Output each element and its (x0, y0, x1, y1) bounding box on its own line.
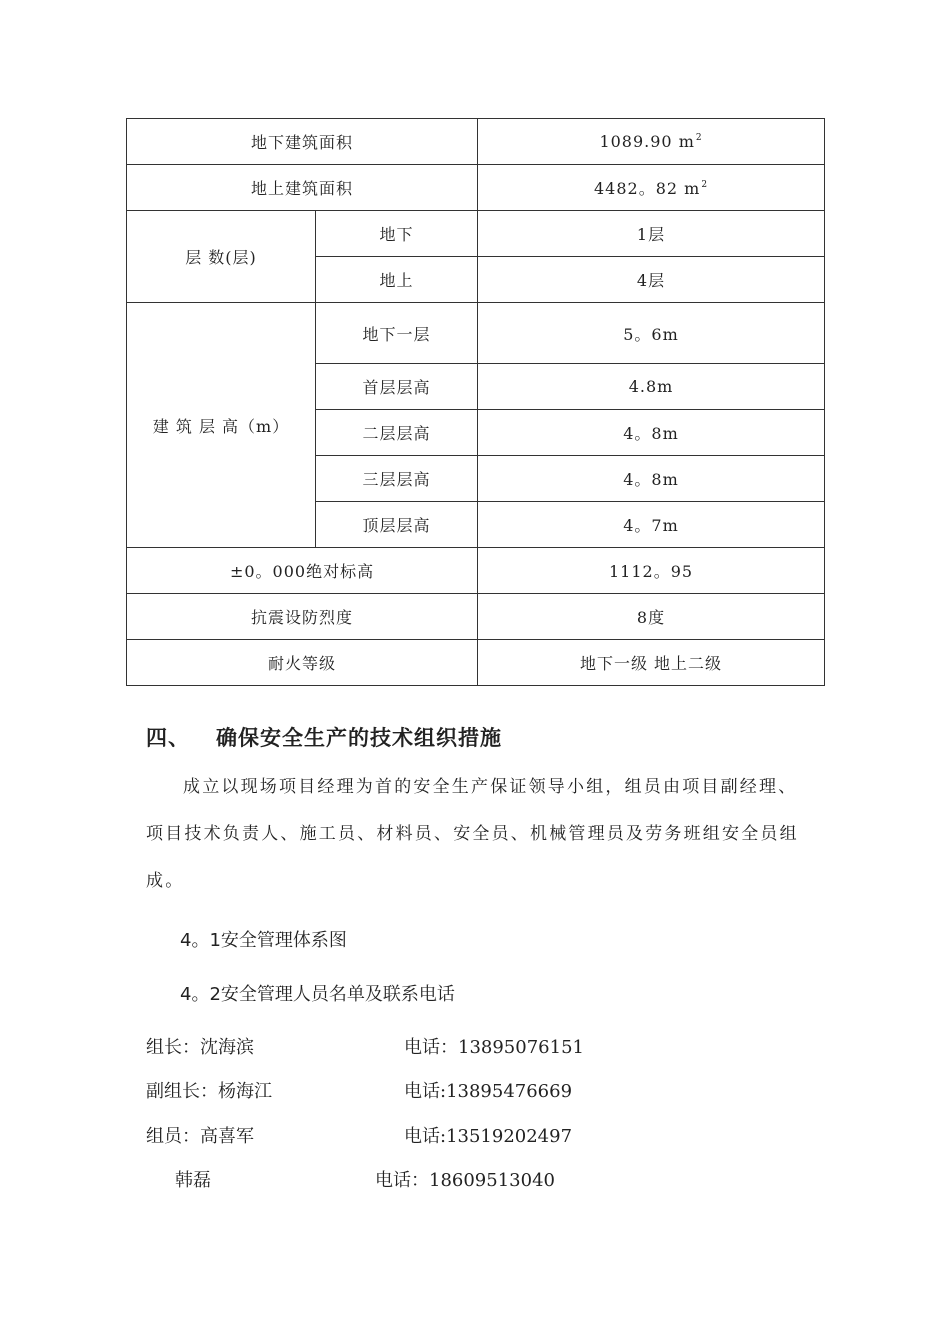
height-value: 4。7m (478, 502, 825, 548)
floors-value: 1层 (478, 211, 825, 257)
building-spec-table (126, 118, 825, 686)
floors-sub-label: 地上 (316, 257, 478, 303)
seismic-label: 抗震设防烈度 (127, 594, 478, 640)
section-number: 四、 (146, 726, 190, 750)
elevation-value: 1112。95 (478, 548, 825, 594)
contact-name: 组长：沈海滨 (146, 1037, 254, 1058)
contact-phone: 电话：18609513040 (375, 1170, 555, 1191)
underground-area-label: 地下建筑面积 (127, 119, 478, 165)
table-row (127, 165, 825, 211)
fire-rating-value: 地下一级 地上二级 (478, 640, 825, 686)
paragraph-text: 成立以现场项目经理为首的安全生产保证领导小组，组员由项目副经理、项目技术负责人、施工员、材料员、安全员、机械管理员及劳务班组安全员组成。 (146, 777, 799, 891)
heights-label: 建 筑 层 高（m） (127, 303, 316, 548)
contact-name: 副组长：杨海江 (146, 1081, 272, 1102)
elevation-label: ±0。000绝对标高 (127, 548, 478, 594)
height-sub-label: 顶层层高 (316, 502, 478, 548)
floors-value: 4层 (478, 257, 825, 303)
height-value: 4.8m (478, 364, 825, 410)
above-area-value: 4482。82 $m^2$ (478, 165, 825, 211)
contact-phone: 电话：13895076151 (404, 1037, 584, 1058)
height-sub-label: 二层层高 (316, 410, 478, 456)
floors-sub-label: 地下 (316, 211, 478, 257)
height-value: 4。8m (478, 456, 825, 502)
contact-phone: 电话:13895476669 (404, 1081, 573, 1102)
height-sub-label: 地下一层 (316, 303, 478, 364)
height-value: 4。8m (478, 410, 825, 456)
table-row (127, 303, 825, 364)
table-row (127, 119, 825, 165)
fire-rating-label: 耐火等级 (127, 640, 478, 686)
contact-phone: 电话:13519202497 (404, 1126, 573, 1147)
table-row (127, 211, 825, 257)
unit-superscript: 2 (701, 180, 709, 190)
section-title: 确保安全生产的技术组织措施 (216, 726, 502, 750)
contact-name: 组员：高喜军 (146, 1126, 254, 1147)
seismic-value: 8度 (478, 594, 825, 640)
underground-area-value: 1089.90 $m^2$ (478, 119, 825, 165)
subsection-title: 4。1安全管理体系图 (180, 930, 347, 951)
table-row (127, 548, 825, 594)
table-row (127, 640, 825, 686)
height-value: 5。6m (478, 303, 825, 364)
height-sub-label: 首层层高 (316, 364, 478, 410)
floors-label: 层 数(层) (127, 211, 316, 303)
height-sub-label: 三层层高 (316, 456, 478, 502)
section-paragraph (146, 744, 814, 905)
unit-superscript: 2 (695, 133, 703, 143)
above-area-label: 地上建筑面积 (127, 165, 478, 211)
contact-name: 韩磊 (175, 1170, 211, 1191)
table-row (127, 594, 825, 640)
subsection-title: 4。2安全管理人员名单及联系电话 (180, 984, 455, 1005)
